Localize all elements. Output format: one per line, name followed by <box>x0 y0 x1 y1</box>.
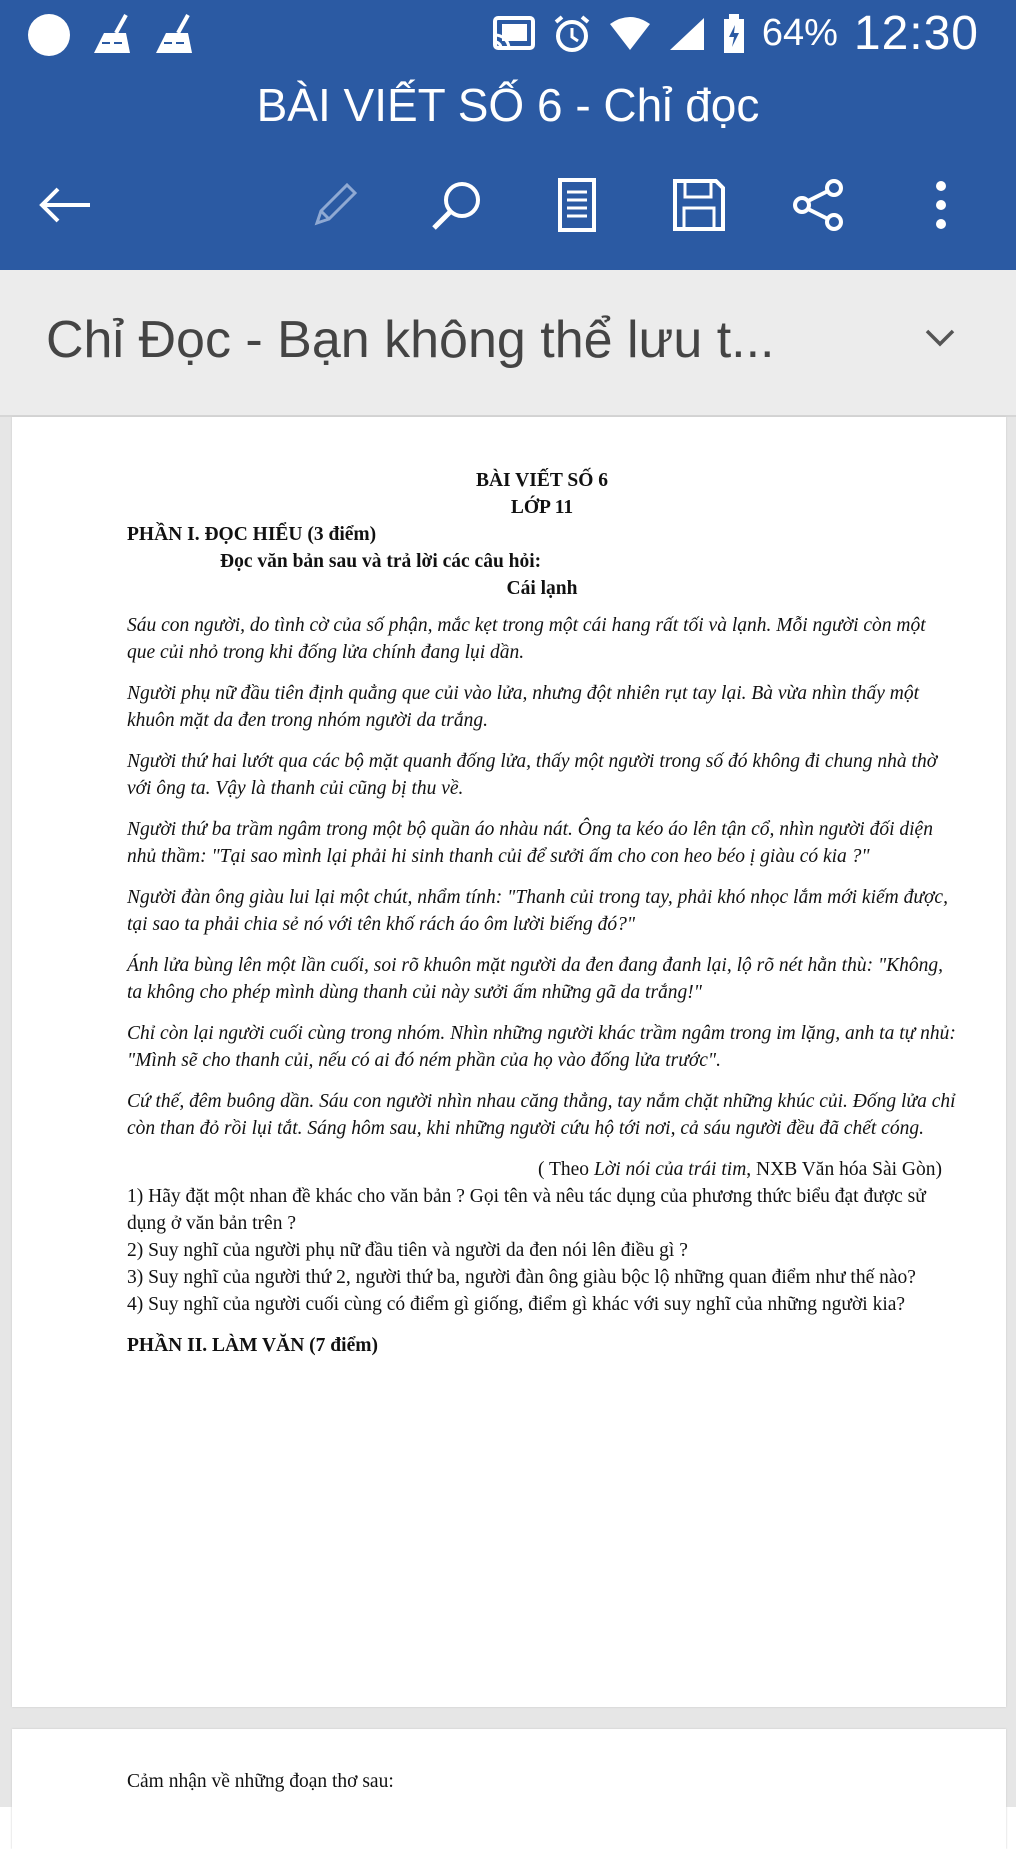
story-paragraph: Chỉ còn lại người cuối cùng trong nhóm. Nhìn những người khác trầm ngâm trong im lặng, anh ta tự nhủ: "Mình sẽ cho thanh củi, nếu có ai đó ném phần của họ vào đống lửa trước". <box>127 1023 956 1071</box>
source-suffix: , NXB Văn hóa Sài Gòn) <box>746 1159 942 1180</box>
doc-heading: BÀI VIẾT SỐ 6 <box>475 470 609 491</box>
story-title: Cái lạnh <box>506 578 578 599</box>
reading-view-button[interactable] <box>542 170 612 240</box>
alarm-icon <box>552 14 592 54</box>
page2-first-line: Cảm nhận về những đoạn thơ sau: <box>127 1771 394 1792</box>
chevron-down-icon <box>924 328 956 348</box>
clock: 12:30 <box>853 7 979 60</box>
story-paragraph: Người thứ hai lướt qua các bộ mặt quanh đống lửa, thấy một người trong số đó không đi chung nhà thờ với ông ta. Vậy là thanh củi cũng bị thu về. <box>127 751 938 799</box>
source-title: Lời nói của trái tim <box>593 1159 747 1180</box>
share-button[interactable] <box>784 170 854 240</box>
story-paragraph: Cứ thế, đêm buông dần. Sáu con người nhìn nhau căng thẳng, tay nắm chặt những khúc củi. Đống lửa chỉ còn than đỏ rồi lụi tắt. Sáng hôm sau, khi những người cứu hộ tới nơi, cả sáu người đều đã chết cóng. <box>127 1091 956 1139</box>
status-bar <box>0 0 1016 72</box>
edit-pencil-icon <box>309 179 361 231</box>
more-options-icon <box>931 178 951 232</box>
read-only-banner[interactable] <box>0 270 1016 417</box>
search-icon <box>430 178 484 232</box>
app-header <box>0 0 1016 270</box>
section-heading-part2: PHẦN II. LÀM VĂN (7 điểm) <box>127 1335 378 1356</box>
instruction-line: Đọc văn bản sau và trả lời các câu hỏi: <box>220 551 542 572</box>
more-options-button[interactable] <box>906 170 976 240</box>
back-button[interactable] <box>30 170 100 240</box>
document-page-2 <box>12 1729 1006 1849</box>
question-1: 1) Hãy đặt một nhan đề khác cho văn bản ? Gọi tên và nêu tác dụng của phương thức biểu đạt được sử dụng ở văn bản trên ? <box>127 1186 926 1234</box>
story-paragraph: Người thứ ba trầm ngâm trong một bộ quần áo nhàu nát. Ông ta kéo áo lên tận cổ, nhìn người đối diện nhủ thầm: "Tại sao mình lại phải hi sinh thanh củi để sưởi ấm cho con heo béo ị giàu có kia ?" <box>127 819 933 867</box>
share-icon <box>792 178 846 232</box>
question-4: 4) Suy nghĩ của người cuối cùng có điểm gì giống, điểm gì khác với suy nghĩ của những người kia? <box>127 1294 906 1315</box>
story-paragraph: Người phụ nữ đầu tiên định quẳng que củi vào lửa, nhưng đột nhiên rụt tay lại. Bà vừa nhìn thấy một khuôn mặt da đen trong nhóm người da trắng. <box>127 683 920 731</box>
edit-button[interactable] <box>300 170 370 240</box>
reading-view-icon <box>557 178 597 232</box>
document-page-1 <box>12 417 1006 1707</box>
cast-icon <box>492 15 536 53</box>
section-heading-part1: PHẦN I. ĐỌC HIỂU (3 điểm) <box>127 524 377 545</box>
story-paragraph: Người đàn ông giàu lui lại một chút, nhẩm tính: "Thanh củi trong tay, phải khó nhọc lắm mới kiếm được, tại sao ta phải chia sẻ nó với tên khố rách áo ôm lười biếng đó?" <box>127 887 948 935</box>
story-paragraph: Ánh lửa bùng lên một lần cuối, soi rõ khuôn mặt người da đen đang đanh lại, lộ rõ nét hằn thù: "Không, ta không cho phép mình dùng thanh củi này sưởi ấm những gã da trắng!" <box>127 955 944 1003</box>
page-content <box>127 467 957 1359</box>
cleaner-broom-icon-2 <box>152 13 196 57</box>
wifi-icon <box>608 16 652 52</box>
toolbar <box>0 170 1016 240</box>
question-3: 3) Suy nghĩ của người thứ 2, người thứ ba, người đàn ông giàu bộc lộ những quan điểm như thế nào? <box>127 1267 916 1288</box>
cell-signal-icon <box>668 16 706 52</box>
banner-expand-button[interactable] <box>924 328 956 353</box>
question-2: 2) Suy nghĩ của người phụ nữ đầu tiên và người da đen nói lên điều gì ? <box>127 1240 688 1261</box>
back-arrow-icon <box>38 185 92 225</box>
battery-percent: 64% <box>761 12 838 54</box>
story-paragraph: Sáu con người, do tình cờ của số phận, mắc kẹt trong một cái hang rất tối và lạnh. Mỗi người còn một que củi nhỏ trong khi đống lửa chính đang lụi dần. <box>127 615 926 663</box>
doc-grade: LỚP 11 <box>510 497 574 518</box>
document-canvas[interactable] <box>0 417 1016 1807</box>
document-title: BÀI VIẾT SỐ 6 - Chỉ đọc <box>256 79 760 131</box>
search-button[interactable] <box>422 170 492 240</box>
read-only-message: Chỉ Đọc - Bạn không thể lưu t... <box>46 311 775 369</box>
source-citation <box>127 1156 957 1183</box>
save-icon <box>672 178 726 232</box>
screen-edge <box>1016 0 1024 1807</box>
notification-dot-icon <box>26 12 72 58</box>
save-button[interactable] <box>664 170 734 240</box>
source-prefix: ( Theo <box>537 1159 594 1180</box>
cleaner-broom-icon <box>90 13 134 57</box>
battery-icon <box>722 13 746 55</box>
